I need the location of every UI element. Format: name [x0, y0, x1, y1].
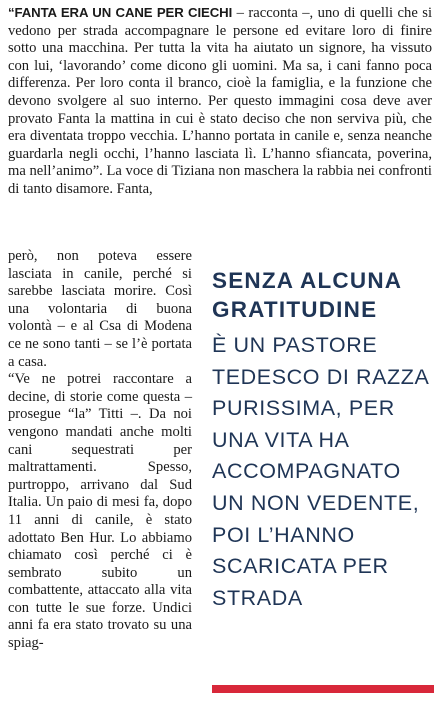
- sidebar-body: È UN PASTORE TEDESCO DI RAZZA PURISSIMA, PER UNA VITA HA ACCOMPAGNATO UN NON VEDENTE, POI L’HANNO SCARICATA PER STRADA: [212, 333, 429, 610]
- sidebar-callout: [212, 266, 434, 614]
- article-lead-in: “FANTA ERA UN CANE PER CIECHI: [8, 5, 233, 20]
- accent-rule: [212, 685, 434, 693]
- article-narrow-column: [8, 248, 192, 653]
- article-opening-paragraph: – racconta –, uno di quelli che si vedono per strada accompagnare le persone ed evitare loro di finire sotto una macchina. Per tutta la vita ha aiutato un signore, ha vissuto con lui, ‘lavorando’ come dicono gli uomini. Ma sa, i cani fanno poca differenza. Per loro conta il branco, cioè la famiglia, e la funzione che devono svolgere al suo interno. Per questo immagini cosa deve aver provato Fanta la mattina in cui è stato deciso che non serviva più, che era diventata troppo vecchia. L’hanno portata in canile e, senza neanche guardarla negli occhi, l’hanno lasciata lì. L’hanno sfiancata, poverina, ma nell’animo”. La voce di Tiziana non maschera la rabbia nei confronti di tanto disamore. Fanta,: [8, 5, 432, 197]
- sidebar-title: SENZA ALCUNA GRATITUDINE: [212, 268, 402, 322]
- article-paragraph: però, non poteva essere lasciata in canile, perché si sarebbe lasciata morire. Così una volontaria di buona volontà – e al Csa di Modena ce ne sono tanti – se l’è portata a casa.: [8, 248, 192, 370]
- article-full-width-text: [8, 4, 432, 199]
- article-paragraph: “Ve ne potrei raccontare a decine, di storie come questa – prosegue “la” Titti –. Da noi vengono mandati anche molti cani sequestrati per maltrattamenti. Spesso, purtroppo, arrivano dal Sud Italia. Un paio di mesi fa, dopo 11 anni di canile, è stato adottato Ben Hur. Lo abbiamo chiamato così perché ci è sembrato subito un combattente, attaccato alla vita con tutte le sue forze. Undici anni fa era stato trovato su una spiag-: [8, 371, 192, 652]
